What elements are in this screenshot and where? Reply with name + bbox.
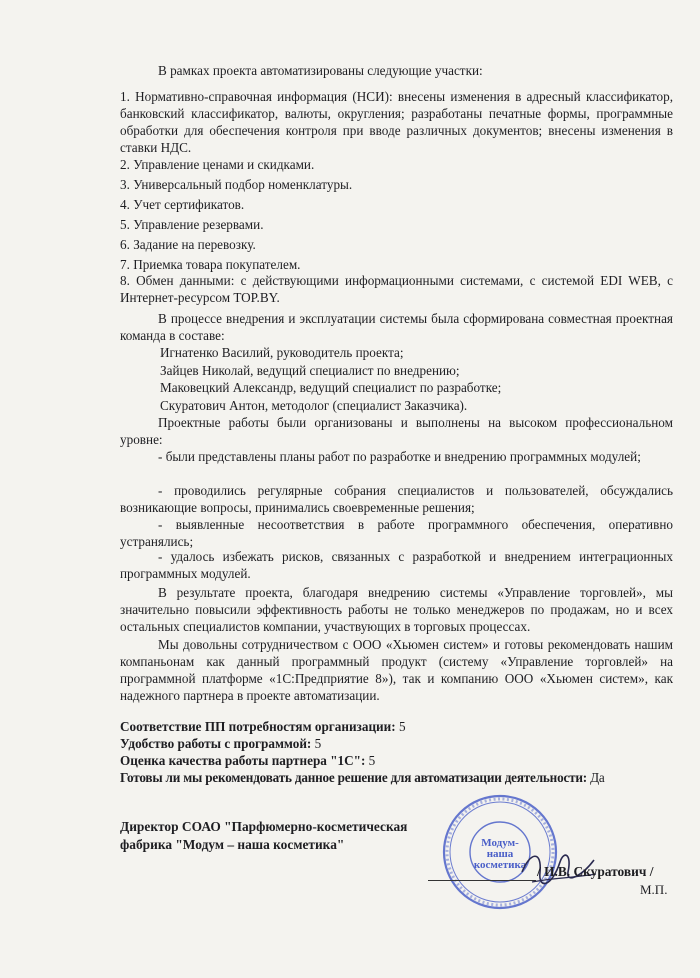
item-7: 7. Приемка товара покупателем.: [120, 257, 301, 272]
work-intro: Проектные работы были организованы и выполнены на высоком профессиональном уровне:: [120, 415, 673, 447]
item-4: 4. Учет сертификатов.: [120, 197, 245, 212]
stamp-text: косметика: [473, 859, 527, 871]
work-bullet: - проводились регулярные собрания специалистов и пользователей, обсуждались возникающие вопросы, принимались своевременные решения;: [120, 483, 673, 515]
position-line: Директор СОАО "Парфюмерно-косметическая: [120, 819, 408, 834]
item-5: 5. Управление резервами.: [120, 217, 264, 232]
item-6: 6. Задание на перевозку.: [120, 237, 256, 252]
team-list: [160, 344, 640, 414]
position-line: фабрика "Модум – наша косметика": [120, 837, 345, 852]
item-1: 1. Нормативно-справочная информация (НСИ): внесены изменения в адресный классификатор, банковский классификатор, валюты, округления; разработаны печатные формы, программные обработки для обеспечения контроля при вводе различных документов; внесены изменения в ставки НДС.: [120, 89, 673, 155]
intro-line: В рамках проекта автоматизированы следующие участки:: [158, 63, 483, 78]
item-8: 8. Обмен данными: с действующими информационными системами, с системой EDI WEB, с Интернет-ресурсом TOP.BY.: [120, 273, 673, 305]
result-paragraph: В результате проекта, благодаря внедрению системы «Управление торговлей», мы значительно повысили эффективность работы не только менеджеров по продажам, но и всех остальных специалистов компании, участвующих в торговых процессах.: [120, 585, 673, 634]
stamp-text: Модум-: [481, 837, 519, 849]
team-member: Игнатенко Василий, руководитель проекта;: [160, 345, 404, 360]
team-member: Зайцев Николай, ведущий специалист по внедрению;: [160, 362, 460, 378]
rating-row: [120, 769, 673, 786]
rating-value: 5: [314, 736, 322, 751]
rating-value: 5: [398, 719, 406, 734]
item-3: 3. Универсальный подбор номенклатуры.: [120, 177, 353, 192]
team-member: Скуратович Антон, методолог (специалист Заказчика).: [160, 397, 468, 413]
signatory-position: [120, 818, 450, 854]
item-2: 2. Управление ценами и скидками.: [120, 157, 315, 172]
rating-label: Оценка качества работы партнера "1С":: [120, 753, 366, 768]
work-bullet: - удалось избежать рисков, связанных с разработкой и внедрением интеграционных программных модулей.: [120, 549, 673, 581]
rating-label: Соответствие ПП потребностям организации:: [120, 719, 396, 734]
rating-row: [120, 735, 673, 752]
team-intro: В процессе внедрения и эксплуатации системы была сформирована совместная проектная команда в составе:: [120, 311, 673, 343]
rating-label: Готовы ли мы рекомендовать данное решение для автоматизации деятельности:: [120, 770, 587, 785]
rating-value: 5: [368, 753, 376, 768]
team-member: Маковецкий Александр, ведущий специалист по разработке;: [160, 380, 502, 395]
work-bullet: - выявленные несоответствия в работе программного обеспечения, оперативно устранялись;: [120, 517, 673, 549]
signature-line: [428, 880, 536, 881]
stamp-place-label: М.П.: [640, 882, 668, 897]
recommend-paragraph: Мы довольны сотрудничеством с ООО «Хьюмен систем» и готовы рекомендовать нашим компаньонам как данный программный продукт (систему «Управление торговлей» на программной платформе «1С:Предприятие 8»), так и компанию ООО «Хьюмен систем», как надежного партнера в проекте автоматизации.: [120, 637, 673, 703]
signatory-name: / И.В. Скуратович /: [537, 864, 654, 879]
work-bullet: - были представлены планы работ по разработке и внедрению программных модулей;: [158, 449, 641, 464]
rating-label: Удобство работы с программой:: [120, 736, 312, 751]
rating-value: Да: [590, 770, 605, 785]
stamp-text: наша: [486, 848, 514, 860]
rating-row: [120, 752, 673, 769]
rating-row: [120, 718, 673, 735]
